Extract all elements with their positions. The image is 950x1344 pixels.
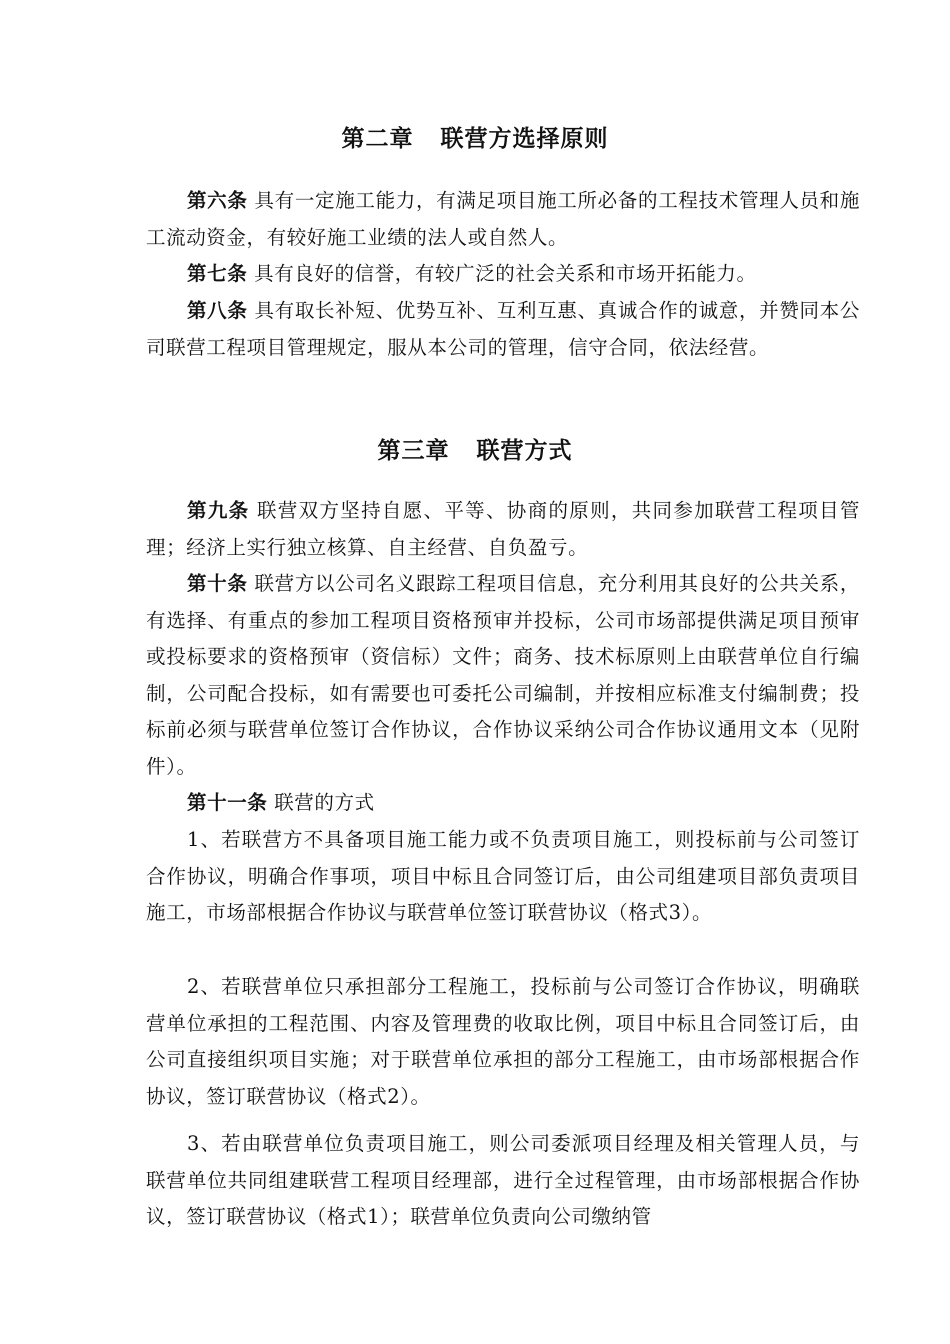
clause-2: [146, 969, 860, 1115]
clause-1-text: 1、若联营方不具备项目施工能力或不负责项目施工，则投标前与公司签订合作协议，明确合作事项，项目中标且合同签订后，由公司组建项目部负责项目施工，市场部根据合作协议与联营单位签订联营协议（格式3）。: [146, 828, 860, 924]
article-9: [146, 493, 860, 566]
chapter-2-title: 第二章 联营方选择原则: [341, 125, 609, 152]
article-7-label: 第七条: [187, 262, 248, 285]
article-7-text: 具有良好的信誉，有较广泛的社会关系和市场开拓能力。: [247, 262, 757, 285]
article-7: [146, 256, 860, 293]
clause-2-text: 2、若联营单位只承担部分工程施工，投标前与公司签订合作协议，明确联营单位承担的工程范围、内容及管理费的收取比例，项目中标且合同签订后，由公司直接组织项目实施；对于联营单位承担的部分工程施工，由市场部根据合作协议，签订联营协议（格式2）。: [146, 975, 860, 1108]
article-9-label: 第九条: [187, 499, 250, 522]
article-11-label: 第十一条: [187, 791, 268, 814]
article-9-text: 联营双方坚持自愿、平等、协商的原则，共同参加联营工程项目管理；经济上实行独立核算、自主经营、自负盈亏。: [146, 499, 860, 559]
article-6-text: 具有一定施工能力，有满足项目施工所必备的工程技术管理人员和施工流动资金，有较好施工业绩的法人或自然人。: [146, 189, 860, 249]
article-6-label: 第六条: [187, 189, 248, 212]
article-8: [146, 293, 860, 366]
article-10-label: 第十条: [187, 572, 248, 595]
clause-3: [146, 1126, 860, 1236]
article-8-label: 第八条: [187, 299, 248, 322]
chapter-3-title: 第三章 联营方式: [377, 437, 573, 464]
article-10-text: 联营方以公司名义跟踪工程项目信息，充分利用其良好的公共关系，有选择、有重点的参加工程项目资格预审并投标，公司市场部提供满足项目预审或投标要求的资格预审（资信标）文件；商务、技术标原则上由联营单位自行编制，公司配合投标，如有需要也可委托公司编制，并按相应标准支付编制费；投标前必须与联营单位签订合作协议，合作协议采纳公司合作协议通用文本（见附件）。: [146, 572, 860, 778]
clause-1: [146, 822, 860, 932]
article-11: [146, 785, 860, 822]
article-8-text: 具有取长补短、优势互补、互利互惠、真诚合作的诚意，并赞同本公司联营工程项目管理规定，服从本公司的管理，信守合同，依法经营。: [146, 299, 860, 359]
clause-3-text: 3、若由联营单位负责项目施工，则公司委派项目经理及相关管理人员，与联营单位共同组建联营工程项目经理部，进行全过程管理，由市场部根据合作协议，签订联营协议（格式1）；联营单位负责向公司缴纳管: [146, 1132, 860, 1228]
article-6: [146, 183, 860, 256]
article-11-text: 联营的方式: [267, 791, 375, 814]
article-10: [146, 566, 860, 785]
